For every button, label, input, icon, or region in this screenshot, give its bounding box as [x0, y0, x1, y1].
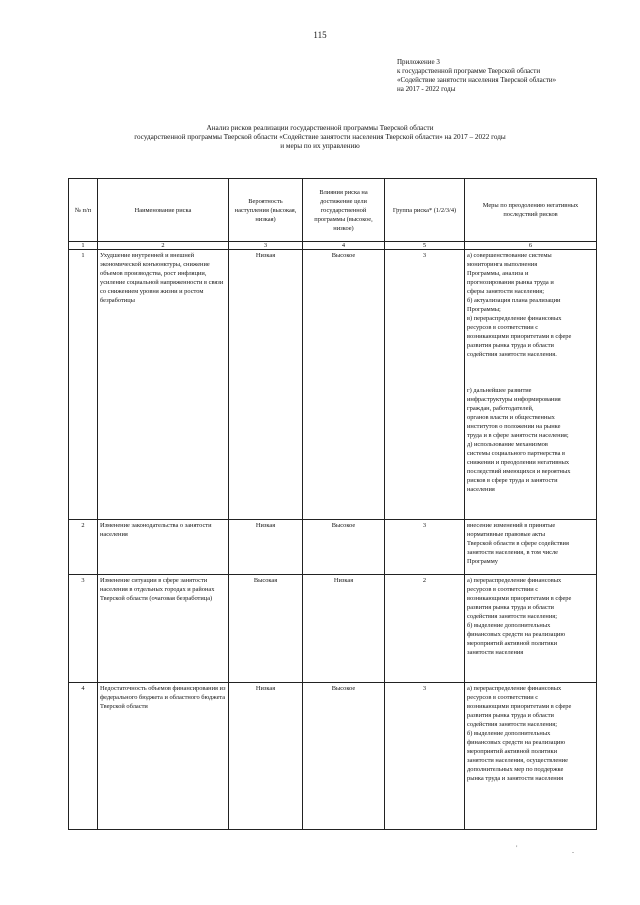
measure-line: населения: [467, 486, 495, 493]
measure-line: нормативные правовые акты: [467, 531, 546, 538]
column-number: 2: [98, 242, 229, 250]
risk-probability: Низкая: [229, 250, 303, 520]
measure-line: Программу: [467, 558, 498, 565]
scan-dot: -: [572, 850, 574, 856]
row-number: 2: [69, 520, 98, 575]
header-risk-group: Группа риска* (1/2/3/4): [385, 179, 465, 242]
table-row: [69, 250, 597, 520]
appendix-line: к государственной программе Тверской области: [397, 67, 541, 75]
risk-group: 3: [385, 683, 465, 830]
table-row: [69, 575, 597, 683]
appendix-line: «Содействие занятости населения Тверской области»: [397, 76, 557, 84]
measure-line: занятости населения: [467, 649, 524, 656]
measure-line: содействия занятости населения.: [467, 351, 557, 358]
column-number: 1: [69, 242, 98, 250]
measure-line: граждан, работодателей,: [467, 405, 534, 412]
column-number: 5: [385, 242, 465, 250]
document-title: [0, 124, 640, 151]
appendix-line: на 2017 - 2022 годы: [397, 85, 456, 93]
measure-line: возникающими приоритетами в сфере: [467, 703, 572, 710]
measure-line: сферы занятости населения;: [467, 288, 544, 295]
risk-probability: Низкая: [229, 683, 303, 830]
title-line: государственной программы Тверской области «Содействие занятости населения Тверской области» на 2017 – 2022 годы: [134, 133, 506, 141]
measure-line: развития рынка труда и области: [467, 712, 554, 719]
measure-line: Программы;: [467, 306, 501, 313]
measure-line: а) совершенствование системы: [467, 252, 552, 259]
measure-line: а) перераспределение финансовых: [467, 577, 562, 584]
header-impact: Влияния риска на достижение цели государственной программы (высокое, низкое): [303, 179, 385, 242]
measure-line: развития рынка труда и области: [467, 342, 554, 349]
measure-line: мероприятий активной политики: [467, 748, 558, 755]
risk-probability: Низкая: [229, 520, 303, 575]
row-number: 3: [69, 575, 98, 683]
risk-impact: Высокое: [303, 520, 385, 575]
measure-line: ресурсов в соответствии с: [467, 694, 539, 701]
title-line: и меры по их управлению: [280, 142, 360, 150]
measure-line: г) дальнейшее развитие: [467, 387, 532, 394]
title-line: Анализ рисков реализации государственной программы Тверской области: [206, 124, 434, 132]
risk-measures: [465, 575, 597, 683]
risk-measures: [465, 520, 597, 575]
header-number: № п/п: [69, 179, 98, 242]
measure-line: ресурсов в соответствии с: [467, 586, 539, 593]
risk-table: [68, 178, 597, 830]
risk-group: 2: [385, 575, 465, 683]
risk-measures: [465, 250, 597, 520]
measure-line: возникающими приоритетами в сфере: [467, 333, 572, 340]
measure-line: д) использование механизмов: [467, 441, 548, 448]
risk-probability: Высокая: [229, 575, 303, 683]
page-number: 115: [313, 30, 327, 40]
risk-impact: Высокое: [303, 250, 385, 520]
measure-line: содействия занятости населения;: [467, 613, 557, 620]
risk-impact: Низкая: [303, 575, 385, 683]
column-number: 6: [465, 242, 597, 250]
measure-line: б) актуализация плана реализации: [467, 297, 561, 304]
measure-line: содействия занятости населения;: [467, 721, 557, 728]
measure-line: в) перераспределение финансовых: [467, 315, 562, 322]
risk-name: Недостаточность объемов финансирования из федерального бюджета и областного бюджета Тверской области: [98, 683, 229, 830]
table-header-row: [69, 179, 597, 242]
column-number-row: [69, 242, 597, 250]
header-measures: Меры по преодолению негативных последствий рисков: [465, 179, 597, 242]
measure-line: инфраструктуры информирования: [467, 396, 561, 403]
table-row: [69, 520, 597, 575]
measure-line: Тверской области в сфере содействия: [467, 540, 569, 547]
measure-line: возникающими приоритетами в сфере: [467, 595, 572, 602]
measure-line: дополнительных мер по поддержке: [467, 766, 564, 773]
risk-name: Изменение ситуации в сфере занятости населения в отдельных городах и районах Тверской области (очаговая безработица): [98, 575, 229, 683]
measure-line: а) перераспределение финансовых: [467, 685, 562, 692]
risk-impact: Высокое: [303, 683, 385, 830]
measure-line: ресурсов в соответствии с: [467, 324, 539, 331]
measure-line: финансовых средств на реализацию: [467, 631, 566, 638]
column-number: 4: [303, 242, 385, 250]
measure-line: мониторинга выполнения: [467, 261, 538, 268]
risk-measures: [465, 683, 597, 830]
scan-dot: ,: [516, 842, 518, 848]
measure-line: труда и в сфере занятости населения;: [467, 432, 569, 439]
measure-line: б) выделение дополнительных: [467, 622, 551, 629]
row-number: 4: [69, 683, 98, 830]
measure-line: занятости населения, осуществление: [467, 757, 568, 764]
measure-line: внесение изменений в принятые: [467, 522, 556, 529]
header-risk-name: Наименование риска: [98, 179, 229, 242]
measure-line: институтов о положении на рынке: [467, 423, 561, 430]
measure-line: последствий имеющихся и вероятных: [467, 468, 571, 475]
appendix-line: Приложение 3: [397, 58, 440, 66]
risk-group: 3: [385, 520, 465, 575]
measure-line: занятости населения, в том числе: [467, 549, 558, 556]
measure-line: б) выделение дополнительных: [467, 730, 551, 737]
measure-line: развития рынка труда и области: [467, 604, 554, 611]
measure-line: прогнозирования рынка труда и: [467, 279, 554, 286]
risk-group: 3: [385, 250, 465, 520]
appendix-note: [397, 58, 556, 94]
table-row: [69, 683, 597, 830]
risk-name: Ухудшение внутренней и внешней экономической конъюнктуры, снижение объемов производства, рост инфляции, усиление социальной напряженности в связи со снижением уровня жизни и ростом безработицы: [98, 250, 229, 520]
measure-line: рисков в сфере труда и занятости: [467, 477, 558, 484]
measure-line: финансовых средств на реализацию: [467, 739, 566, 746]
measure-line: мероприятий активной политики: [467, 640, 558, 647]
measure-line: Программы, анализа и: [467, 270, 529, 277]
risk-name: Изменение законодательства о занятости населения: [98, 520, 229, 575]
column-number: 3: [229, 242, 303, 250]
measure-line: системы социального партнерства в: [467, 450, 566, 457]
row-number: 1: [69, 250, 98, 520]
measure-line: органов власти и общественных: [467, 414, 555, 421]
measure-line: снижении и преодолении негативных: [467, 459, 570, 466]
measure-line: рынка труда и занятости населения: [467, 775, 564, 782]
header-probability: Вероятность наступления (высокая, низкая): [229, 179, 303, 242]
